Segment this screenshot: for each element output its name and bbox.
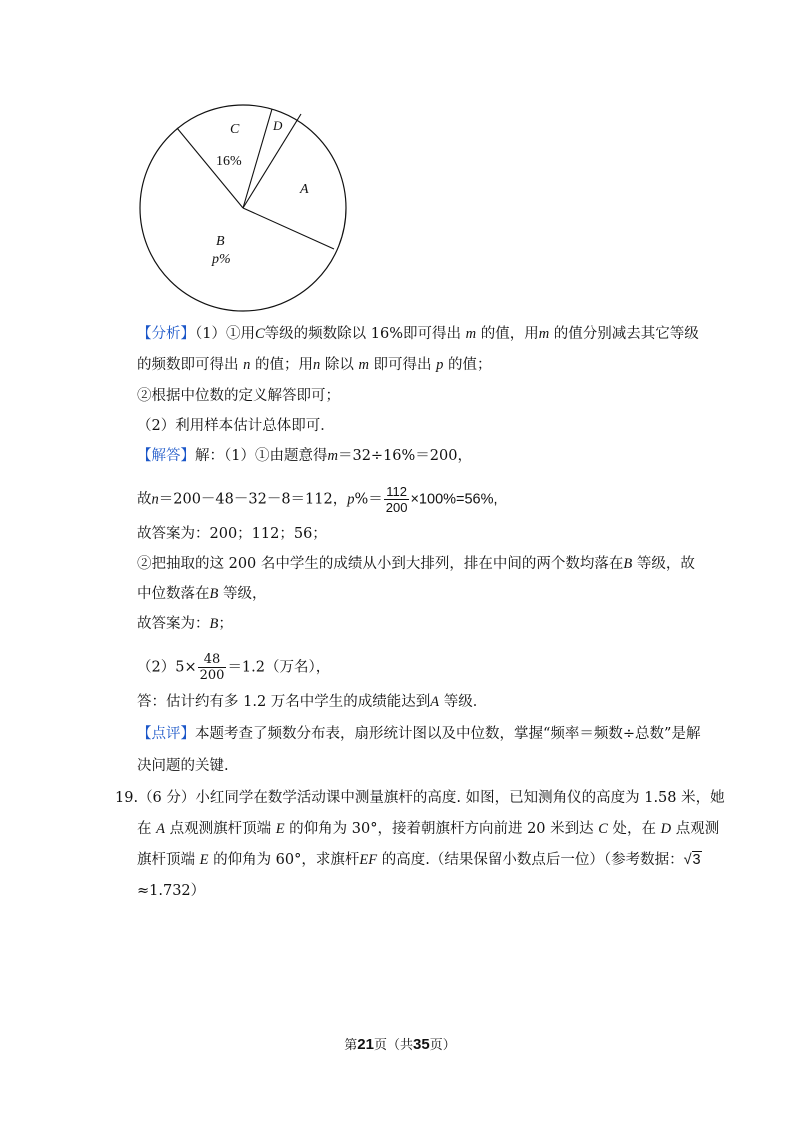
text: ＝200－48－32－8＝112， — [158, 491, 348, 508]
page-footer — [0, 1034, 800, 1053]
page-total: 35 — [413, 1036, 430, 1053]
text: 的高度.（结果保留小数点后一位）（参考数据： — [381, 852, 684, 868]
text: 的仰角为 60°，求旗杆 — [213, 852, 360, 868]
footer-text: 页） — [429, 1038, 456, 1053]
fraction-denominator: 200 — [199, 668, 225, 683]
analysis-line-2 — [137, 355, 492, 375]
text: 故答案为： — [137, 616, 210, 632]
text: 的仰角为 30°，接着朝旗杆方向前进 20 米到达 — [289, 821, 594, 837]
text: 点观测 — [675, 821, 720, 837]
analysis-line-3: ②根据中位数的定义解答即可； — [137, 388, 340, 404]
analysis-line-1 — [137, 324, 699, 344]
pie-divider-ab — [243, 208, 334, 249]
var: E — [275, 821, 285, 837]
var: B — [209, 586, 219, 602]
text: ×100%=56%, — [410, 491, 498, 508]
answer-line-7 — [137, 652, 330, 683]
var: B — [623, 556, 633, 572]
var: A — [156, 821, 165, 837]
fraction-numerator: 112 — [384, 484, 410, 500]
answer-line-5 — [137, 584, 266, 604]
footer-text: 页（共 — [373, 1038, 413, 1053]
text: 等级． — [443, 694, 488, 710]
var: m — [358, 357, 369, 373]
text: 的值，用 — [480, 326, 539, 342]
page-number: 21 — [357, 1036, 374, 1053]
slice-label-c: C — [230, 122, 240, 137]
text: 故 — [137, 491, 152, 508]
var: E — [199, 852, 209, 868]
answer-line-4 — [137, 554, 695, 574]
slice-value-c: 16% — [216, 154, 242, 169]
var: m — [465, 326, 477, 342]
var: m — [327, 448, 338, 464]
text: 答：估计约有多 1.2 万名中学生的成绩能达到 — [137, 694, 431, 710]
fraction-48-200 — [198, 652, 227, 683]
text: 的值；用 — [254, 357, 313, 373]
text: 点观测旗杆顶端 — [169, 821, 272, 837]
text: 在 — [137, 821, 152, 837]
text: ②把抽取的这 200 名中学生的成绩从小到大排列，排在中间的两个数均落在 — [137, 556, 624, 572]
slice-label-d: D — [273, 118, 283, 133]
slice-label-a: A — [300, 182, 309, 197]
footer-text: 第 — [344, 1038, 358, 1053]
var: n — [312, 357, 321, 373]
analysis-line-4: （2）利用样本估计总体即可． — [137, 418, 335, 434]
var: D — [660, 821, 672, 837]
pie-divider-da — [243, 114, 301, 208]
pie-chart — [130, 95, 360, 319]
text: 解：（1）①由题意得 — [195, 448, 328, 464]
analysis-tag: 【分析】 — [137, 326, 195, 342]
text: 等级的频数除以 16%即可得出 — [264, 326, 461, 342]
var: C — [254, 326, 265, 342]
var: A — [430, 694, 440, 710]
text: 即可得出 — [373, 357, 432, 373]
fraction-numerator: 48 — [198, 652, 227, 668]
question-number: 19. — [115, 790, 139, 806]
sqrt-radicand: 3 — [692, 852, 701, 868]
pie-divider-cd — [243, 109, 272, 208]
text: 的值分别减去其它等级 — [553, 326, 699, 342]
text: ； — [218, 616, 233, 632]
sqrt-symbol: √3 — [683, 852, 701, 868]
var: p — [347, 491, 355, 508]
answer-line-2 — [137, 484, 498, 515]
text: （6 分）小红同学在数学活动课中测量旗杆的高度. 如图，已知测角仪的高度为 1.58 米，她 — [138, 790, 725, 806]
var: m — [538, 326, 550, 342]
q19-line-4: ≈1.732） — [137, 883, 206, 899]
fraction-denominator: 200 — [385, 500, 408, 515]
comment-line-1 — [137, 724, 700, 744]
text: 除以 — [324, 357, 354, 373]
answer-line-3: 故答案为：200；112；56； — [137, 526, 327, 542]
answer-line-1 — [137, 446, 472, 466]
text: 的频数即可得出 — [137, 357, 239, 373]
text: 旗杆顶端 — [137, 852, 195, 868]
pie-chart-svg — [130, 95, 360, 315]
text: 等级，故 — [636, 556, 695, 572]
q19-line-1 — [115, 788, 725, 808]
text: ＝32÷16%＝200， — [337, 448, 472, 464]
text: 本题考查了频数分布表，扇形统计图以及中位数，掌握“频率＝频数÷总数”是解 — [195, 726, 701, 742]
var: p — [436, 357, 444, 373]
text: 等级， — [222, 586, 267, 602]
fraction-112-200 — [384, 484, 410, 515]
var: C — [598, 821, 608, 837]
answer-line-8 — [137, 692, 487, 712]
comment-line-2: 决问题的关键. — [137, 758, 229, 774]
q19-line-3 — [137, 850, 702, 870]
slice-label-b: B — [216, 234, 225, 249]
answer-tag: 【解答】 — [137, 448, 195, 464]
var: B — [209, 616, 219, 632]
var: n — [243, 357, 251, 373]
text: 中位数落在 — [137, 586, 210, 602]
q19-line-2 — [137, 819, 719, 839]
text: 的值； — [448, 357, 492, 373]
text: %＝ — [354, 491, 383, 508]
text: （2）5× — [137, 659, 197, 676]
text: 处，在 — [612, 821, 657, 837]
answer-line-6 — [137, 614, 233, 634]
slice-value-b: p% — [212, 252, 231, 267]
comment-tag: 【点评】 — [137, 726, 195, 742]
var: n — [151, 491, 159, 508]
var: EF — [359, 852, 378, 868]
text: ＝1.2（万名）， — [227, 659, 331, 676]
text: （1）①用 — [195, 326, 255, 342]
